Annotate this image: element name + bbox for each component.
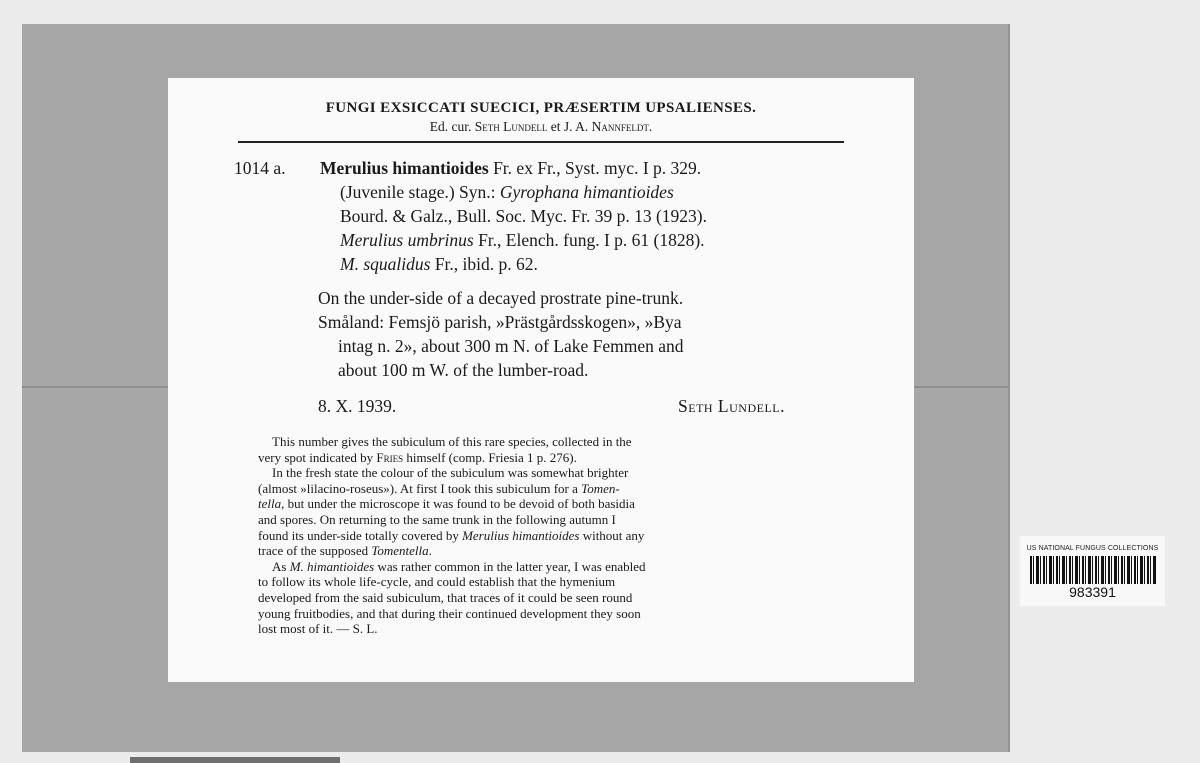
note-text: (almost »lilacino-roseus»). At first I took this subiculum for a — [258, 480, 582, 496]
specimen-label — [168, 78, 914, 682]
note-text: was rather common in the latter year, I was enabled — [374, 558, 646, 574]
note-line: young fruitbodies, and that during their continued development they soon — [258, 605, 641, 621]
note-author-name: Fries — [376, 449, 404, 465]
note-text: without any — [579, 527, 645, 543]
note-text: As — [272, 558, 290, 574]
taxon-citation — [320, 156, 854, 276]
note-taxon: Merulius himantioides — [462, 527, 580, 543]
barcode-bars — [1030, 556, 1156, 584]
citation-line-1: Fr. ex Fr., Syst. myc. I p. 329. — [488, 158, 702, 178]
editor-1: Seth Lundell — [474, 119, 548, 134]
note-taxon: M. himantioides — [289, 558, 375, 574]
editors-prefix: Ed. cur. — [429, 119, 472, 134]
note-text: very spot indicated by — [258, 449, 377, 465]
habitat-locality — [318, 286, 858, 382]
note-line: In the fresh state the colour of the subiculum was somewhat brighter — [272, 465, 629, 481]
note-line — [258, 496, 858, 512]
citation-line-5: Fr., ibid. p. 62. — [430, 254, 538, 274]
note-line — [258, 528, 858, 544]
locality-line: about 100 m W. of the lumber-road. — [338, 360, 589, 380]
note-taxon: Tomen- — [581, 480, 620, 496]
note-line: to follow its whole life-cycle, and could establish that the hymenium — [258, 574, 616, 590]
note-line — [258, 450, 858, 466]
taxon-entry — [234, 156, 854, 276]
note-line — [258, 543, 858, 559]
note-line: This number gives the subiculum of this rare species, collected in the — [272, 434, 632, 449]
note-text: . — [428, 543, 432, 559]
barcode-label — [1020, 536, 1165, 606]
habitat-line: On the under-side of a decayed prostrate pine-trunk. — [318, 288, 684, 308]
synonym-3: M. squalidus — [340, 254, 431, 274]
note-line: and spores. On returning to the same trunk in the following autumn I — [258, 511, 616, 527]
underlying-sheet-edge — [130, 757, 340, 763]
note-line — [258, 559, 858, 575]
citation-line-3: Bourd. & Galz., Bull. Soc. Myc. Fr. 39 p. 13 (1923). — [340, 206, 707, 226]
synonym-1: Gyrophana himantioides — [499, 182, 674, 202]
citation-line-2: (Juvenile stage.) Syn.: — [340, 182, 500, 202]
exsiccata-number: 1014 a. — [234, 158, 286, 178]
label-notes — [258, 434, 858, 637]
synonym-2: Merulius umbrinus — [340, 230, 474, 250]
note-text: himself (comp. Friesia 1 p. 276). — [403, 449, 577, 465]
locality-line: Småland: Femsjö parish, »Prästgårdsskogen», »Bya — [318, 312, 682, 332]
note-text: trace of the supposed — [258, 543, 372, 559]
envelope-edge — [1008, 24, 1010, 752]
collection-date: 8. X. 1939. — [318, 396, 397, 416]
citation-line-4: Fr., Elench. fung. I p. 61 (1828). — [473, 230, 705, 250]
locality-line: intag n. 2», about 300 m N. of Lake Femmen and — [338, 336, 684, 356]
editors-line — [168, 119, 914, 135]
header-rule — [238, 141, 844, 143]
barcode-number: 983391 — [1069, 584, 1116, 600]
note-line: lost most of it. — S. L. — [258, 621, 378, 637]
editors-and: et — [550, 119, 561, 134]
note-taxon: Tomentella — [371, 543, 429, 559]
note-line: developed from the said subiculum, that traces of it could be seen round — [258, 589, 633, 605]
collection-name: US NATIONAL FUNGUS COLLECTIONS — [1026, 545, 1159, 552]
series-title: FUNGI EXSICCATI SUECICI, PRÆSERTIM UPSALIENSES. — [325, 100, 757, 116]
note-text: , but under the microscope it was found to be devoid of both basidia — [281, 496, 635, 512]
note-line — [258, 481, 858, 497]
collector-name: Seth Lundell. — [678, 396, 785, 416]
note-text: found its under-side totally covered by — [258, 527, 463, 543]
note-taxon: tella — [258, 496, 282, 512]
editor-2: J. A. Nannfeldt. — [563, 119, 653, 134]
taxon-name: Merulius himantioides — [320, 158, 489, 178]
